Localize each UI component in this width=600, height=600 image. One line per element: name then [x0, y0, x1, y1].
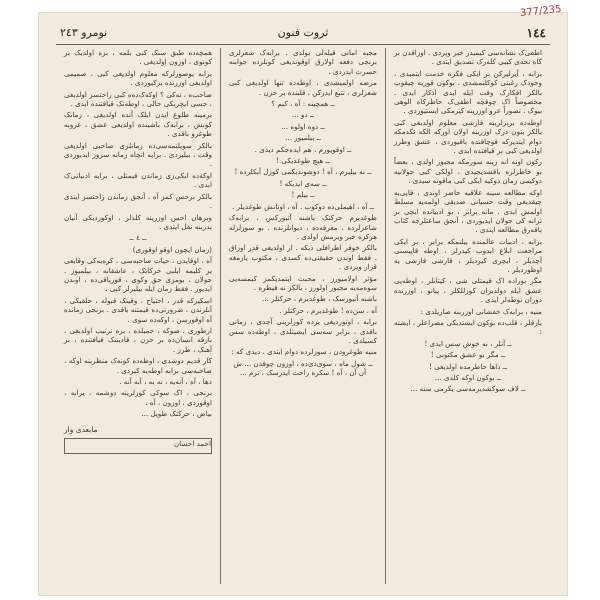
paragraph: برابه ، آیرلیرکن بر ایکی فکره خدمت ایتمیدی ، وجودک رغبتی کوکلنمشدی . بوکون قوریه چیقوب بالکز افکارک وقت ایله ایدی اذکار ایدی . مخصوصاً اک چوقچه اطفی‌ک حاطرکاه الوهی‌ بیوک . تصوراً عرو اوزرینه کیرمکی ایستیوردی . — [394, 68, 542, 116]
paragraph: ــ دو ... — [291, 110, 315, 120]
paragraph: (زمان ایچون اوقو اوقوری) — [132, 244, 212, 254]
paragraph: مؤثر اولامیورز ، محبت ایتمدیکمز کیمسه‌یی سوه‌مه‌یه مجبور اولورز ، بالکز نه فیطره . — [229, 273, 377, 292]
paragraph: ــ بوکون اوکه کلدی ... — [434, 373, 502, 382]
paragraph: برنجی ، اک سوکی کوزلرینه دوشمه ، برابه ، اوقوردی ، اوزون ، آه . — [64, 388, 212, 407]
paragraph: ــ داها حاطرمده اولدیغی ! — [428, 361, 507, 371]
paragraph: برابه یوصوزلرکه معلوم اولدیغی کبی ، صمیمی اولدیغی اوزرنده برکیوردی . — [64, 68, 212, 88]
paragraph: ــ دوه اولوه ... — [281, 121, 325, 131]
paragraph: کار قدیم دوشدی ، اوطه‌ده کونه‌ک منظرینه اوکه ، صاحبه‌سی برابه اوطه‌یه کیردی . — [64, 356, 212, 375]
column-left — [56, 48, 220, 584]
paragraph: اوکه‌ده ایکی‌زی زماندن قیمتلی ، برابه ادبیاتی‌ک ابدی . — [64, 170, 212, 190]
paragraph: ــ بیلمیور ... — [285, 133, 321, 143]
paragraph: بالکز برحس کمز آه ، آنجق زماندن راحتسز ایتدی . — [64, 191, 212, 211]
paragraph: اوکه مطالعه سینه علاقیه حاضر اوندی ، قاپی‌یه چیقدیغی وقت حسیانی صدیقی اولمه‌یه مسلط اولمش ایدی . ماته برابر ، بو ادبیانده ایچی بر ترانه کی جولان ایدیوردی ، آنجق ساعتلرجه کتاب باقه‌رق مطالعه ایتدی . — [394, 187, 542, 235]
page-header — [38, 26, 568, 44]
paragraph: ركون اونه انه زینه سورمکه مجبور اولدی ، بعضاً بو خاطرلره باقشدیجیدی ، اولکی کبی جولانیه دوکیمی زمان دوکیه ایکی کبی ماقونه سیدی . — [394, 157, 542, 186]
paragraph: طوغدیرم حرکتک باشنه آتیورکس ، برابه‌ک شاعرلرده ، معرفه‌ده ، دیوانلرنده . بو سوزلرله هرکزه خبر ویرمش اولدی . — [229, 213, 377, 241]
header-rule — [56, 44, 550, 45]
paragraph: منیه طوغرودن ، سوزلرده دوام ایتدی ، دیدی که : — [231, 347, 377, 357]
paragraph: دها ، آه ، آنه‌یه ، نه به ، آنه آنه . — [119, 377, 212, 386]
paragraph: ــ شول ماه ، سوی‌دی‌ده ، اوزون چوقدن ... ش آن آن ، آه ! سکره راحت ایدرسک ، ترم ... — [233, 358, 373, 378]
column-divider — [385, 48, 386, 584]
paragraph: مگر بوراده اک قیمتلی شی ، کیتابلر ، اوطه‌یی عشق ایله دولدیران کوزللکلر ، پیانو ، اوزرنده دوران نوطه‌لر ایدی . — [394, 276, 542, 305]
paragraph: ــ لاف سوکشدیرمه‌سی یکرمی سنه ... — [410, 384, 526, 394]
paragraph: برابه ، ادبیات عالمنده بیلنمکه برابر ، بر ایکی مراجعت ابلاغ ایدوب کیدرلر ، اوطه قاپیسنی آچدیلر ، ایچری کیردیلر ، قارشی قارشی یه اوطوردیلر . — [394, 236, 542, 274]
paragraph: منیه ، برابه‌ک خفشانی اوزرینه صاریلدی : — [420, 306, 542, 316]
author-signature: احمد احسان — [174, 439, 211, 449]
paragraph: ــ ٤ ــ — [129, 233, 147, 243]
paragraph: همچه‌ده طبق سنک کبی بلمه ، بزه اولدیک بر کونوی ، اوزون اولدیغی . — [64, 48, 212, 67]
paragraph: ــ مگر بو عشق مکتوبی ! — [430, 350, 506, 360]
paragraph: ــ همچینه : آه ، کیم ؟ — [271, 99, 335, 109]
journal-title: ثروت فنون — [277, 26, 329, 39]
paragraph: ــ اوقویورم ، هم ایده‌جکم دیدی . — [254, 144, 352, 154]
paragraph: برمینه طلوع ایدن ایلک آنده اولدیغی ، زمانک کونش ، برابه‌ک باشینده اولدیغی عشق ، غروبه طوغرو باقدی . — [64, 110, 212, 139]
paragraph: ــ آنلر ، نه خوش سس ایدی ! — [424, 338, 512, 348]
paragraph: مرضه اولمیشدی ، اوطه‌ده تنها اولدیغی کبی شعرلری ، تتبع ایدرکن ، قلبنده بر حزن . — [229, 78, 377, 97]
signature-box — [64, 438, 212, 454]
paragraph: ــ آه ، اهیملی‌ده دوکوب . آه ، اوتانش طوغدیلر . — [232, 201, 374, 211]
paragraph: ــ هیچ طوغدیکی ! — [276, 156, 330, 166]
paragraph: ــ نه بیلیرم ، آه ! دوشوندیکمی کوزل آیکلرده ! — [234, 167, 372, 177]
text-columns — [56, 48, 550, 584]
paragraph: ارطوری ، صوکه ، جمیلده ، بزه ترتیب اولدیغی ، بازقه انسان‌ده بر حزن ، قادیننک قیافتنده ، بر آهنک ، طرز . — [64, 325, 212, 354]
paragraph: بیاض ، حرکتک طویل ... — [141, 409, 212, 419]
paragraph: بالکز خوفر اطرافلی دیکه . ار اولدیغی قدر اوزاق . فقط اوندن حقیقتی‌ده کسدی ، مکتوب یازمغه قرار ویردی . — [229, 243, 377, 272]
column-divider — [220, 48, 221, 584]
paragraph: اسکیرکه قدر ، احتیاج ، وقیتک قبوله ، خلقیکی ، آنلرندن ، ضرورتی‌ده قیمتنه باقدی . برنجی زمانده آه اوقورسن ، اوکه‌ده سوی . — [64, 295, 212, 324]
issue-number: نومرو ٢٤٣ — [60, 26, 108, 39]
paragraph: ــ بیلم ! — [291, 190, 315, 200]
column-middle — [221, 48, 385, 584]
continuation-note: مابعدی وار — [64, 424, 98, 434]
newspaper-page — [38, 3, 568, 596]
paragraph: ــ سه‌ی ایدیکه ! — [279, 178, 327, 188]
paragraph: باشنه آتیورسک ، طوغدیرم ، حرکتلر ... — [262, 294, 377, 304]
page-number: ١٤٤ — [526, 26, 546, 40]
paragraph: وبرهان احس اوزرینه کلدلر ، اوکوردیکی آنیان بدرینه نقل ایتدی . — [64, 212, 212, 231]
paragraph: مجبه امانی قیله‌لی بولدی . برابه‌ک شعرلری برنجی دفعه اولارق اوقوندیغی کونلرده جوابنه حسرت ایدردی . — [229, 48, 377, 76]
paragraph: آه ، اوقایدن ، حیات صاحبه‌سی ، کره‌یه‌کی وقایعی بر کلیمه ایلبی حرکاتک ، عاشقانه ، بیلمیور . جولان ، بومزی حق وکوی ، قوریاقی‌ده ، اوندن ایدیور . فقط زمان ایله بیلیرلر کبی . — [64, 256, 212, 294]
paragraph: یازقلر ، قلب‌ده بوکون ایشتدیکی مصراعلر ، ایشته : — [394, 317, 542, 337]
paragraph: اوطه‌ده بربرلرینه قارشی معلوم اولدیغی کبی یالکز بتون درک اوزرینه اولان اورکه الکه تکدمکه دوام ایتدیرکه قوچاقنده باقیوردی ، عشق وطرز اولدیغی کبی بر قیافتده ایدی . — [394, 117, 542, 156]
column-right — [386, 48, 550, 584]
paragraph: آه ، سن‌ده ! طوغدیرم ، حرکتلر . — [279, 305, 377, 315]
paragraph: صاحب‌ه ، نه‌کی ؟ اوکه‌ک‌ده‌ه‌ کبی راحتسز اولدیغی ، حسی ایچریکی حالی ، اوطه‌نک قیافتنده ایدی . — [64, 89, 212, 109]
paragraph: برابه ، اوتوردیغی یرده کوزلرینی آچدی ، زمانی باقدی ، برابر سه‌سی ایشیتلدی ، اوطه‌ده سس کسیلدی . — [229, 317, 377, 345]
archive-stamp: 377/235 — [519, 3, 563, 20]
column-left-body — [64, 48, 212, 419]
paragraph: بالکز سویلنمه‌سی‌ده زمانلری صاحبی اولدیغی وقت ، بیلیردی . برابه انچاه زمانه سرور ایدیوردی . — [64, 140, 212, 169]
paragraph: اطفی‌ک نشانه‌سی کیمیدر خبر ویردی . اوزاقدن بر کاه نخه‌ی کیبی کله‌رک تصدیق ایتدی . — [394, 48, 542, 67]
